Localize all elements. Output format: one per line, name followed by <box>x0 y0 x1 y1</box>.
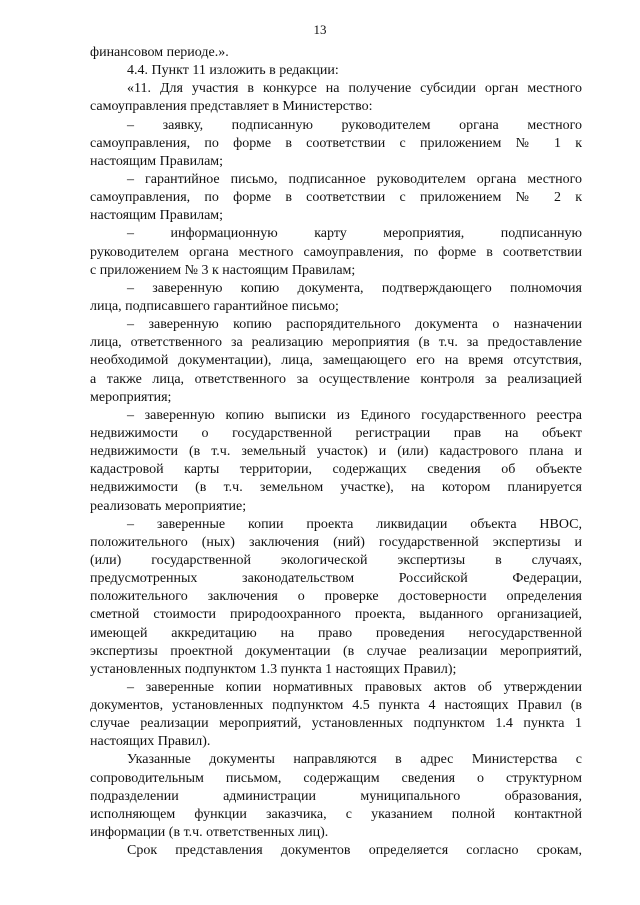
text-line: подразделении администрации муниципального образования, <box>90 788 582 804</box>
text-line: – заверенную копию выписки из Единого государственного реестра <box>127 407 582 423</box>
text-line: мероприятия; <box>90 389 172 405</box>
text-line: – заявку, подписанную руководителем органа местного <box>127 117 582 133</box>
text-line: сопроводительным письмом, содержащим сведения о структурном <box>90 770 582 786</box>
text-line: – гарантийное письмо, подписанное руководителем органа местного <box>127 171 582 187</box>
text-line: недвижимости о государственной регистрации прав на объект <box>90 425 582 441</box>
text-line: экспертизы проектной документации (в случае реализации мероприятий, <box>90 643 582 659</box>
text-line: (или) государственной экологической экспертизы в случаях, <box>90 552 582 568</box>
text-line: информации (в т.ч. ответственных лиц). <box>90 825 329 841</box>
text-line: реализовать мероприятие; <box>90 498 247 514</box>
text-line: документов, установленных подпунктом 4.5 пункта 4 настоящих Правил (в <box>90 698 582 714</box>
text-line: самоуправления представляет в Министерство: <box>90 99 373 115</box>
text-line: положительного заключения о проверке достоверности определения <box>90 589 582 605</box>
text-line: положительного (ных) заключения (ний) государственной экспертизы и <box>90 534 582 550</box>
text-line: лица, ответственного за реализацию мероприятия (в т.ч. за предоставление <box>90 335 582 351</box>
text-line: – заверенную копию распорядительного документа о назначении <box>127 317 582 333</box>
text-line: настоящим Правилам; <box>90 208 224 224</box>
text-line: Срок представления документов определяется согласно срокам, <box>127 843 582 859</box>
text-line: лица, подписавшего гарантийное письмо; <box>90 298 339 314</box>
text-line: финансовом периоде.». <box>90 45 229 60</box>
text-line: Указанные документы направляются в адрес Министерства с <box>127 752 582 768</box>
text-line: настоящим Правилам; <box>90 153 224 169</box>
text-line: самоуправления, по форме в соответствии с приложением № 1 к <box>90 135 582 151</box>
text-line: – информационную карту мероприятия, подписанную <box>127 226 582 242</box>
text-line: руководителем органа местного самоуправления, по форме в соответствии <box>90 244 582 260</box>
document-body <box>90 44 582 860</box>
text-line: – заверенные копии проекта ликвидации объекта НВОС, <box>127 516 582 532</box>
text-line: сметной стоимости природоохранного проекта, выданного организацией, <box>90 607 582 623</box>
text-line: – заверенную копию документа, подтверждающего полномочия <box>127 280 582 296</box>
text-line: имеющей аккредитацию на право проведения негосударственной <box>90 625 582 641</box>
text-line: необходимой документации), лица, замещающего его на время отсутствия, <box>90 353 582 369</box>
text-line: а также лица, ответственного за осуществление контроля за реализацией <box>90 371 582 387</box>
text-line: недвижимости (в т.ч. земельный участок) и (или) кадастрового плана и <box>90 444 582 460</box>
text-line: самоуправления, по форме в соответствии с приложением № 2 к <box>90 190 582 206</box>
text-line: установленных подпунктом 1.3 пункта 1 настоящих Правил); <box>90 661 457 677</box>
text-line: кадастровой карты территории, содержащих сведения об объекте <box>90 462 582 478</box>
text-line: предусмотренных законодательством Российской Федерации, <box>90 571 582 587</box>
text-line: 4.4. Пункт 11 изложить в редакции: <box>127 63 339 79</box>
text-line: – заверенные копии нормативных правовых актов об утверждении <box>127 679 582 695</box>
text-line: настоящих Правил). <box>90 734 211 750</box>
text-line: случае реализации мероприятий, установленных подпунктом 1.4 пункта 1 <box>90 716 582 732</box>
text-line: «11. Для участия в конкурсе на получение субсидии орган местного <box>127 81 582 97</box>
text-line: с приложением № 3 к настоящим Правилам; <box>90 262 356 278</box>
text-line: исполняющем функции заказчика, с указанием полной контактной <box>90 806 582 822</box>
text-line: недвижимости (в т.ч. земельном участке), на котором планируется <box>90 480 582 496</box>
page-number: 13 <box>313 22 327 37</box>
